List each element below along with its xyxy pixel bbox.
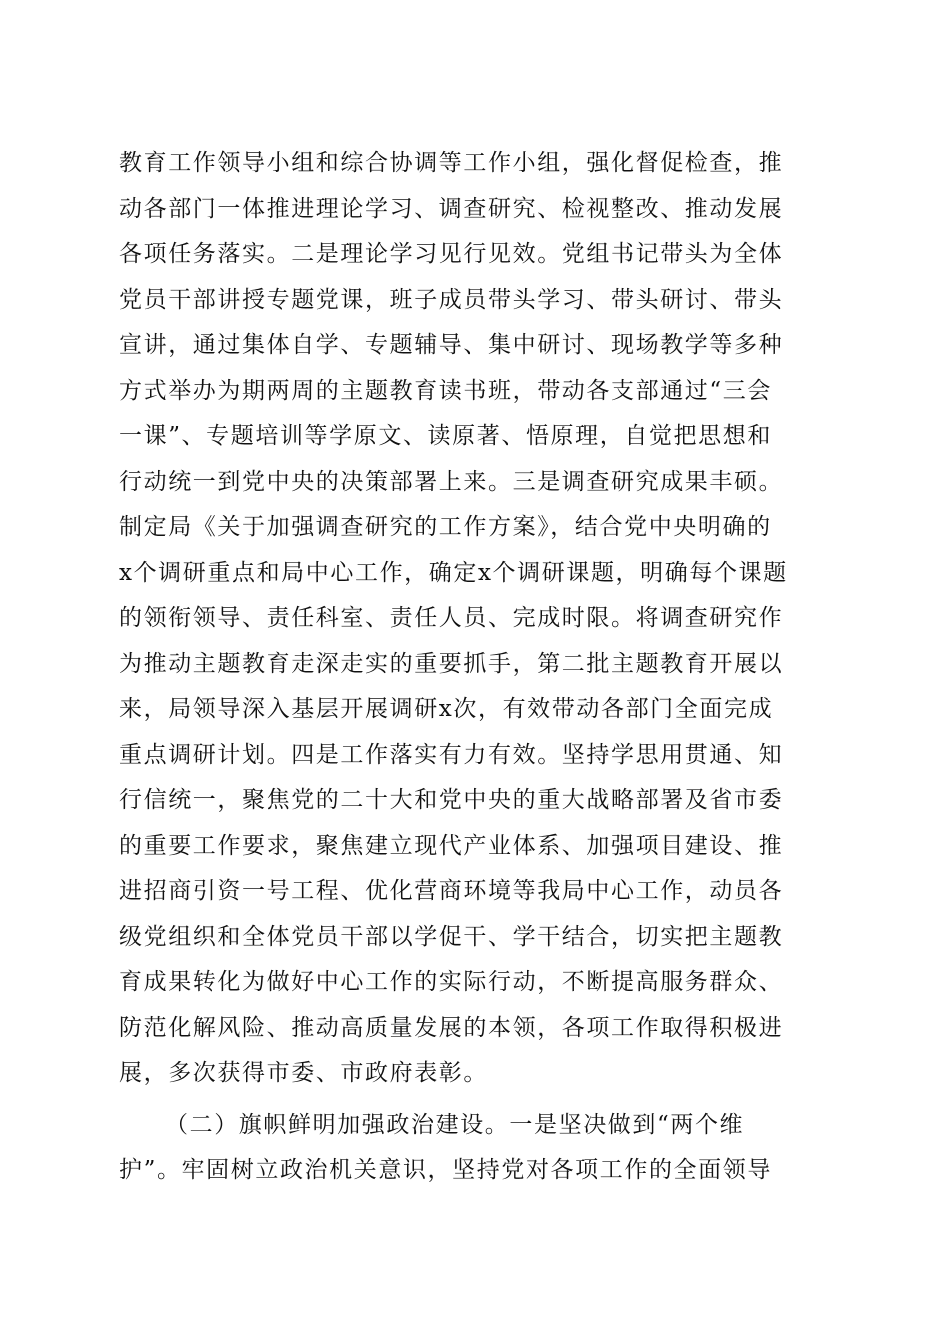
text-line: 行信统一，聚焦党的二十大和党中央的重大战略部署及省市委 xyxy=(119,787,784,813)
text-line: x个调研重点和局中心工作，确定x个调研课题，明确每个课题 xyxy=(119,559,788,586)
text-line: 党员干部讲授专题党课，班子成员带头学习、带头研讨、带头 xyxy=(119,286,784,313)
text-line: 的领衔领导、责任科室、责任人员、完成时限。将调查研究作 xyxy=(119,605,784,631)
text-line: 为推动主题教育走深走实的重要抓手，第二批主题教育开展以 xyxy=(119,650,784,677)
text-line: 进招商引资一号工程、优化营商环境等我局中心工作，动员各 xyxy=(119,878,784,904)
text-line: 护”。牢固树立政治机关意识，坚持党对各项工作的全面领导 xyxy=(119,1157,772,1183)
text-line: 方式举办为期两周的主题教育读书班，带动各支部通过“三会 xyxy=(119,377,772,404)
text-line: 动各部门一体推进理论学习、调查研究、检视整改、推动发展 xyxy=(119,195,784,222)
document-body xyxy=(119,141,831,1194)
text-line: 行动统一到党中央的决策部署上来。三是调查研究成果丰硕。 xyxy=(119,468,784,495)
text-line: 育成果转化为做好中心工作的实际行动，不断提高服务群众、 xyxy=(119,969,784,995)
text-line: 制定局《关于加强调查研究的工作方案》，结合党中央明确的 xyxy=(119,514,772,540)
text-line: 级党组织和全体党员干部以学促干、学干结合，切实把主题教 xyxy=(119,923,784,950)
text-line: 重点调研计划。四是工作落实有力有效。坚持学思用贯通、知 xyxy=(119,741,784,768)
text-line: 的重要工作要求，聚焦建立现代产业体系、加强项目建设、推 xyxy=(119,832,784,859)
section-heading-line: （二）旗帜鲜明加强政治建设。一是坚决做到“两个维 xyxy=(165,1111,745,1138)
text-line: 防范化解风险、推动高质量发展的本领，各项工作取得积极进 xyxy=(119,1014,784,1041)
text-line: 教育工作领导小组和综合协调等工作小组，强化督促检查，推 xyxy=(119,150,784,176)
text-line: 来，局领导深入基层开展调研x次，有效带动各部门全面完成 xyxy=(119,696,774,722)
paragraph-2 xyxy=(119,1103,831,1194)
text-line: 宣讲，通过集体自学、专题辅导、集中研讨、现场教学等多种 xyxy=(119,332,784,358)
paragraph-1 xyxy=(119,141,831,1097)
text-line: 展，多次获得市委、市政府表彰。 xyxy=(119,1060,488,1086)
text-line: 各项任务落实。二是理论学习见行见效。党组书记带头为全体 xyxy=(119,241,784,267)
text-line: 一课”、专题培训等学原文、读原著、悟原理，自觉把思想和 xyxy=(119,423,772,449)
